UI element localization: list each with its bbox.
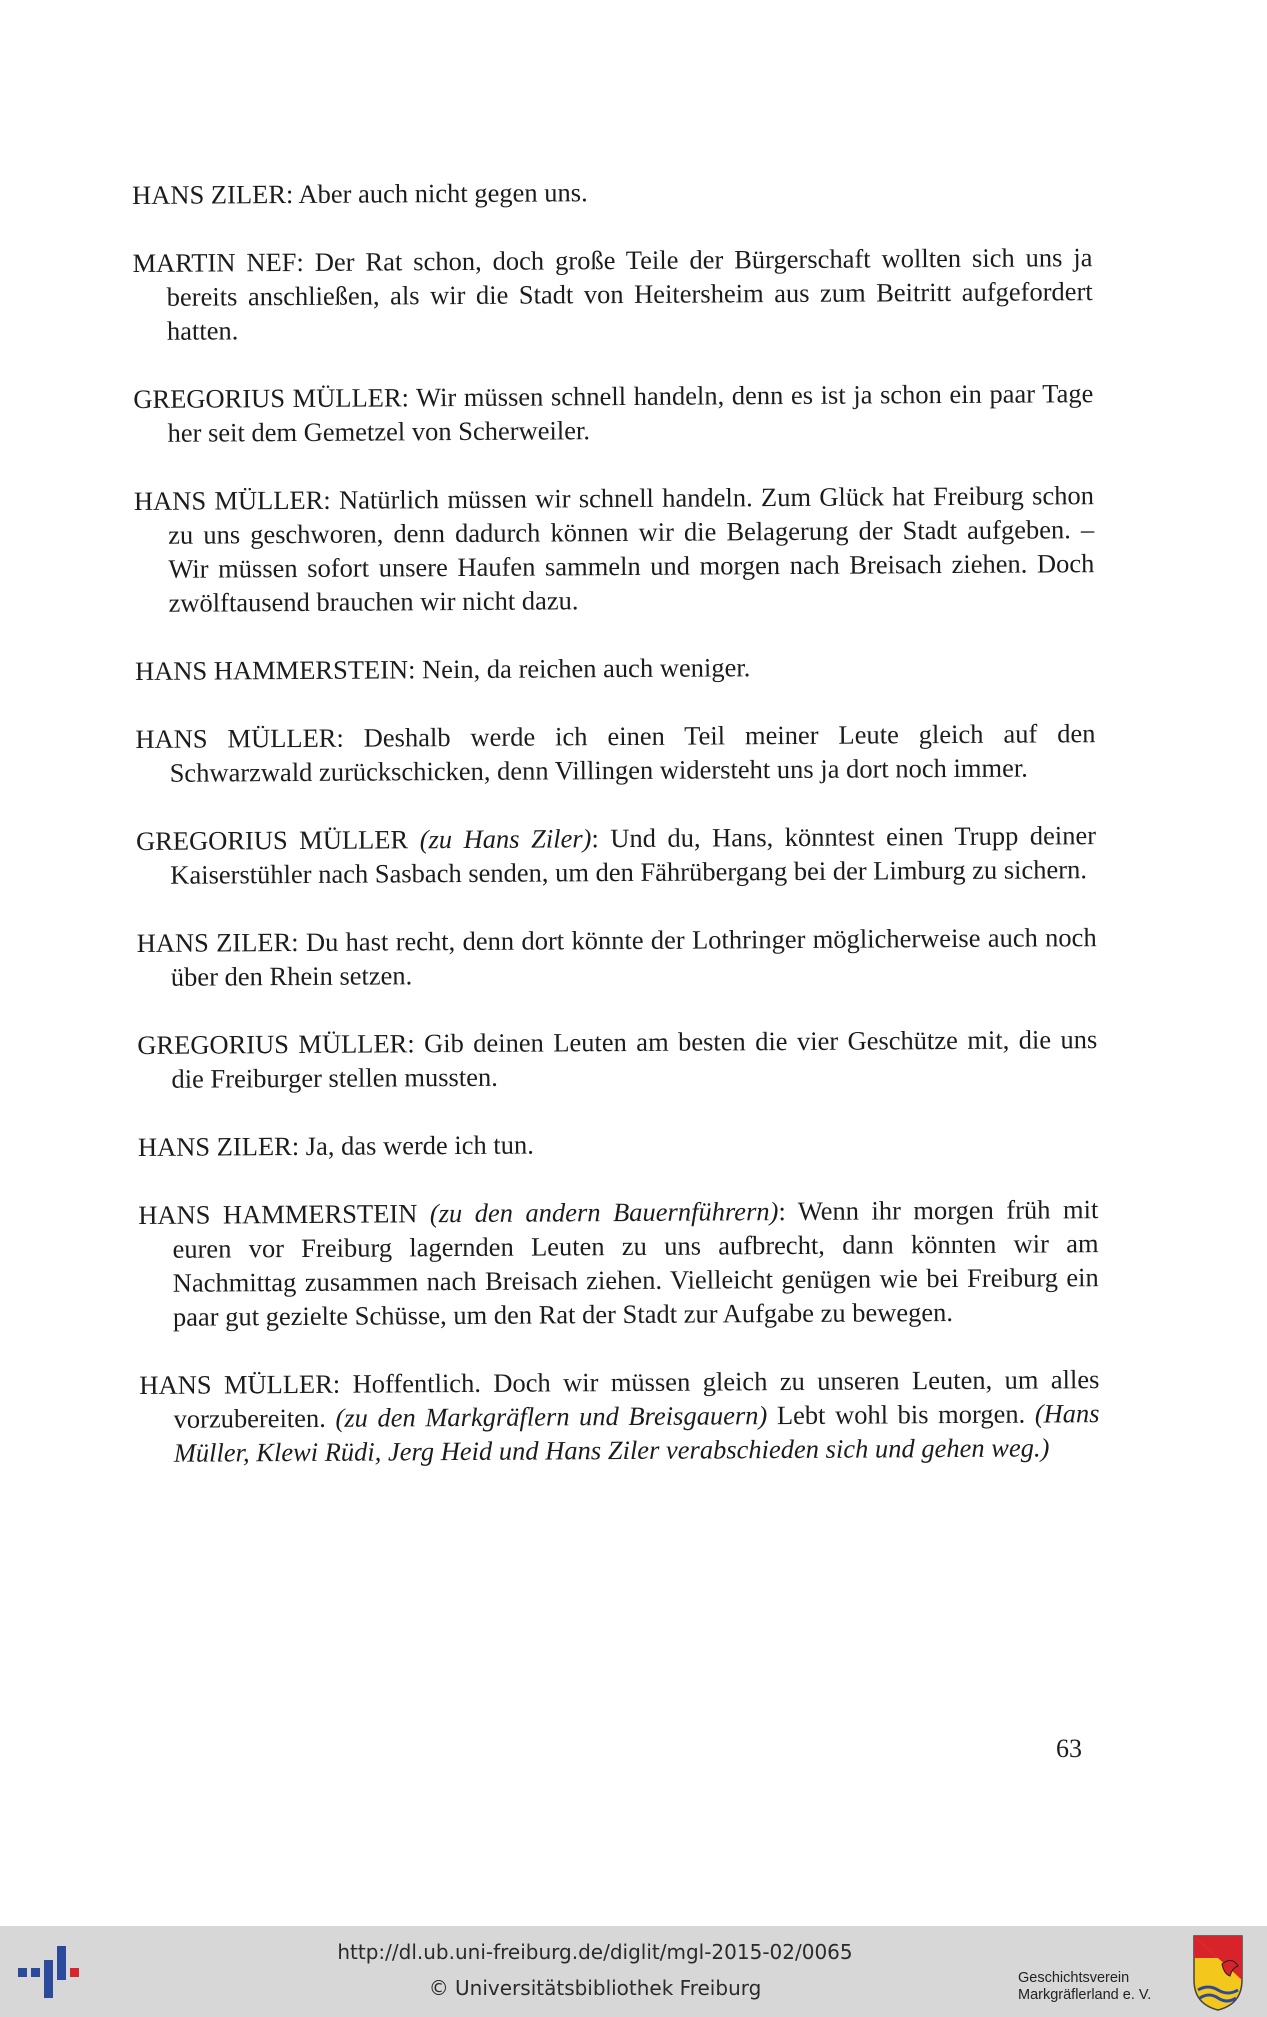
- speech-text: Lebt wohl bis morgen.: [767, 1398, 1035, 1431]
- speaker-name: HANS ZILER: [136, 927, 292, 958]
- speaker-name: GREGORIUS MÜLLER: [135, 824, 409, 856]
- speech-hans-mueller-2: [135, 716, 1095, 790]
- speech-text: : Wenn ihr morgen früh mit euren vor Freiburg lagernden Leuten zu uns aufbrecht, dann könnten wir am Nachmittag zusammen nach Breisach ziehen. Vielleicht genügen wie bei Freiburg ein paar gut gezielte Schüsse, um den Rat der Stadt zur Aufgabe zu bewegen.: [172, 1194, 1099, 1332]
- speech-hans-mueller-3: [139, 1362, 1100, 1470]
- speech-text: : Ja, das werde ich tun.: [291, 1129, 534, 1162]
- speaker-name: GREGORIUS MÜLLER: [133, 382, 402, 414]
- stage-direction: (zu den Markgräflern und Breisgauern): [335, 1400, 768, 1433]
- speech-gregorius-mueller-2: [136, 818, 1096, 892]
- speech-text: : Hoffentlich. Doch wir müssen gleich zu unseren Leuten, um alles vorzubereiten.: [173, 1364, 1100, 1434]
- speaker-name: HANS ZILER: [137, 1131, 292, 1162]
- society-name-line1: Geschichtsverein: [1018, 1970, 1130, 1986]
- stage-direction: (Hans Müller, Klewi Rüdi, Jerg Heid und Hans Ziler verabschieden sich und gehen weg.): [173, 1398, 1100, 1468]
- society-name: [1018, 1970, 1151, 2004]
- copyright-notice: © Universitätsbibliothek Freiburg: [428, 1976, 762, 2000]
- digitization-footer: [0, 1926, 1267, 2017]
- speech-text: : Du hast recht, denn dort könnte der Lothringer möglicherweise auch noch über den Rhein setzen.: [170, 922, 1097, 992]
- speech-text: : Gib deinen Leuten am besten die vier Geschütze mit, die uns die Freiburger stellen mussten.: [171, 1024, 1098, 1094]
- speech-hans-ziler-1: [132, 172, 1092, 212]
- speech-hans-ziler-2: [137, 920, 1097, 994]
- speaker-name: MARTIN NEF: [132, 246, 297, 278]
- dialogue-text: [132, 172, 1100, 1504]
- speech-text: : Deshalb werde ich einen Teil meiner Leute gleich auf den Schwarzwald zurückschicken, denn Villingen widersteht uns ja dort noch immer.: [169, 718, 1096, 788]
- stage-direction: (zu den andern Bauernführern): [429, 1196, 779, 1229]
- speaker-name: HANS MÜLLER: [135, 722, 337, 754]
- speaker-name: HANS HAMMERSTEIN: [138, 1198, 418, 1230]
- speech-text: : Und du, Hans, könntest einen Trupp deiner Kaiserstühler nach Sasbach senden, um den Fährübergang bei der Limburg zu sichern.: [170, 820, 1097, 890]
- speech-text: : Aber auch nicht gegen uns.: [285, 177, 588, 210]
- stage-direction: (zu Hans Ziler): [419, 823, 592, 855]
- speech-martin-nef: [132, 240, 1093, 348]
- permalink-url[interactable]: http://dl.ub.uni-freiburg.de/diglit/mgl-2015-02/0065: [337, 1940, 853, 1964]
- society-coat-of-arms-icon: [1192, 1934, 1244, 2012]
- speech-gregorius-mueller-1: [133, 376, 1093, 450]
- speech-hans-mueller-1: [134, 478, 1095, 620]
- speech-hans-hammerstein-2: [138, 1192, 1099, 1334]
- speech-gregorius-mueller-3: [137, 1022, 1097, 1096]
- speech-text: : Der Rat schon, doch große Teile der Bürgerschaft wollten sich uns ja bereits anschließen, als wir die Stadt von Heitersheim aus zum Beitritt aufgefordert hatten.: [166, 242, 1093, 346]
- society-name-line2: Markgräflerland e. V.: [1018, 1987, 1152, 2003]
- speaker-name: GREGORIUS MÜLLER: [137, 1028, 408, 1060]
- speaker-name: HANS ZILER: [132, 179, 287, 210]
- speech-hans-hammerstein-1: [135, 648, 1095, 688]
- speaker-name: HANS MÜLLER: [133, 484, 324, 516]
- speech-hans-ziler-3: [138, 1124, 1098, 1164]
- page-number: 63: [1056, 1734, 1082, 1763]
- speech-text: : Nein, da reichen auch weniger.: [408, 652, 751, 685]
- speech-text: : Natürlich müssen wir schnell handeln. Zum Glück hat Freiburg schon zu uns geschworen, denn dadurch können wir die Belagerung der Stadt aufgeben. – Wir müssen sofort unsere Haufen sammeln und morgen nach Breisach ziehen. Doch zwölftausend brauchen wir nicht dazu.: [168, 480, 1095, 618]
- speaker-name: HANS MÜLLER: [139, 1368, 333, 1400]
- speaker-name: HANS HAMMERSTEIN: [134, 654, 409, 686]
- ub-freiburg-logo-icon: [18, 1946, 80, 1998]
- speech-text: : Wir müssen schnell handeln, denn es ist ja schon ein paar Tage her seit dem Gemetzel von Scherweiler.: [167, 378, 1094, 448]
